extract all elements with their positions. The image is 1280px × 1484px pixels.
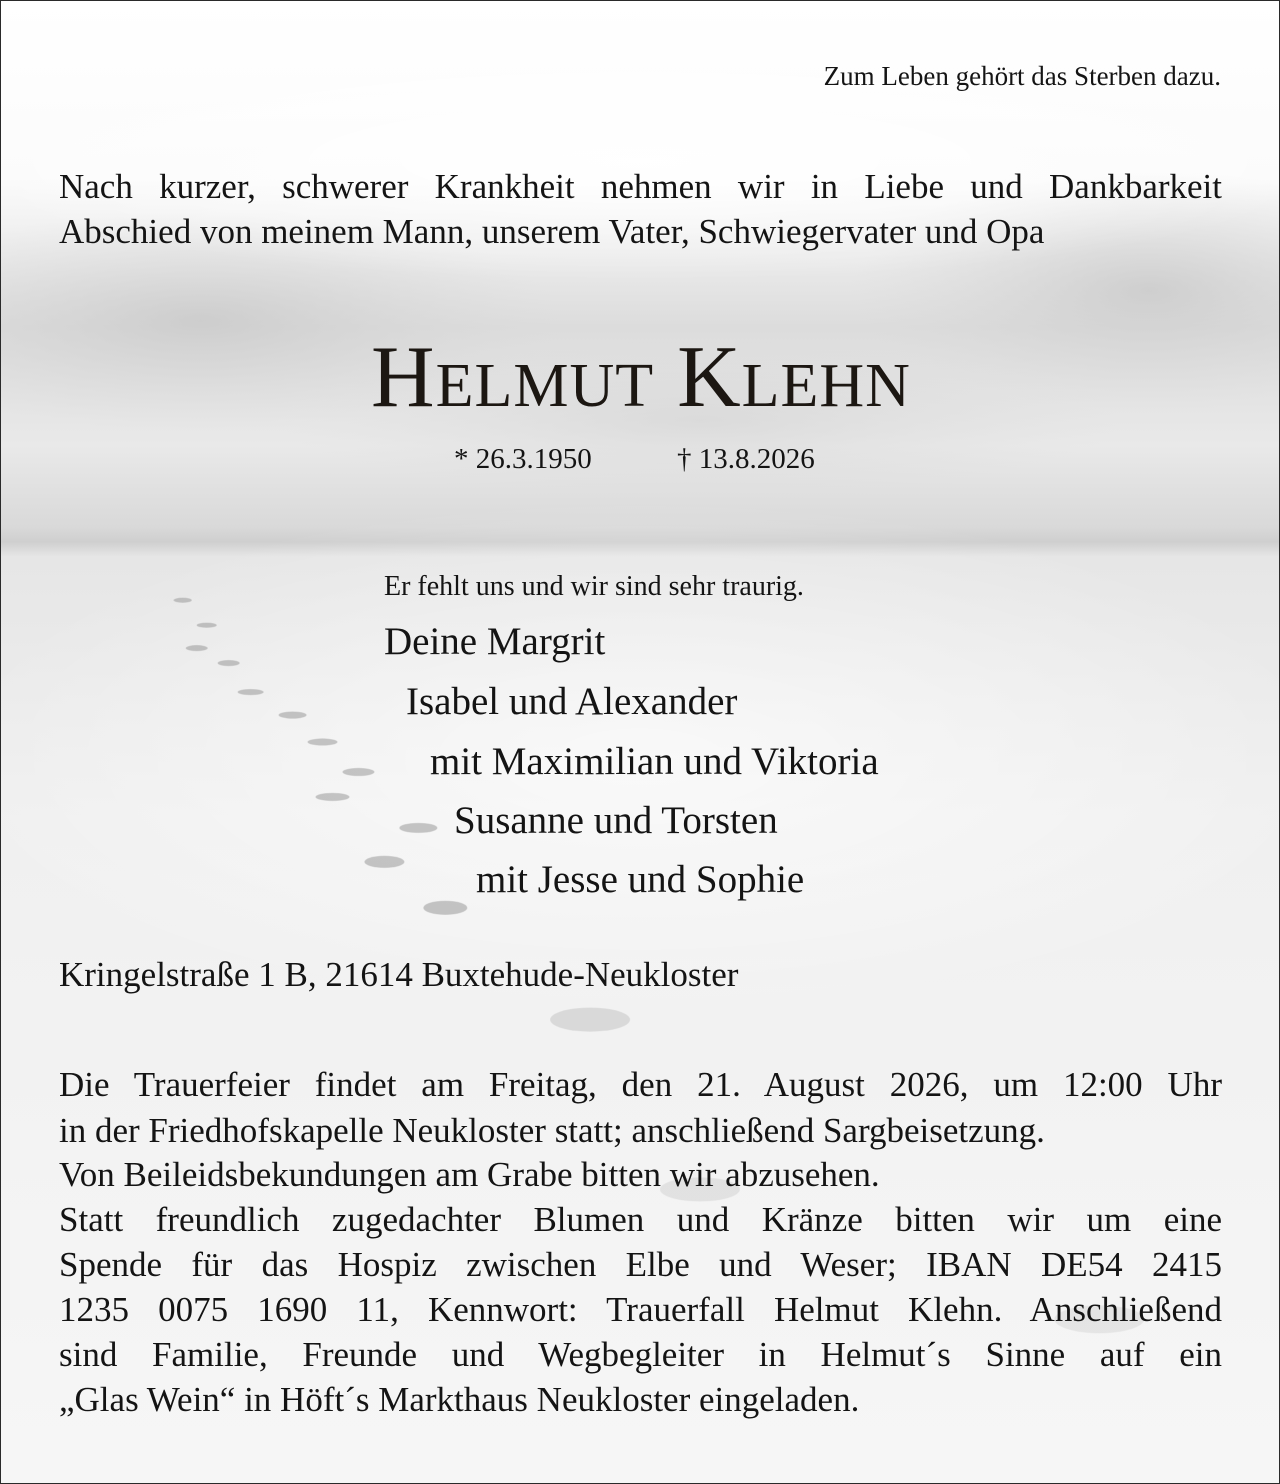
birth-date: * 26.3.1950: [454, 443, 592, 475]
ceremony-line: Statt freundlich zugedachter Blumen und Kränze bitten wir um eine: [59, 1200, 1222, 1239]
family-member: mit Jesse und Sophie: [476, 858, 805, 901]
motto-quote: Zum Leben gehört das Sterben dazu.: [823, 61, 1221, 91]
family-member: Deine Margrit: [384, 620, 606, 663]
ceremony-line: Spende für das Hospiz zwischen Elbe und Weser; IBAN DE54 2415: [59, 1245, 1222, 1284]
ceremony-line: sind Familie, Freunde und Wegbegleiter in Helmut´s Sinne auf ein: [59, 1335, 1222, 1374]
intro-line: Nach kurzer, schwerer Krankheit nehmen wir in Liebe und Dankbarkeit: [59, 167, 1222, 206]
ceremony-line: 1235 0075 1690 11, Kennwort: Trauerfall Helmut Klehn. Anschließend: [59, 1290, 1222, 1329]
family-address: Kringelstraße 1 B, 21614 Buxtehude-Neukloster: [59, 955, 739, 994]
ceremony-line: Die Trauerfeier findet am Freitag, den 21. August 2026, um 12:00 Uhr: [59, 1065, 1222, 1104]
death-date: † 13.8.2026: [677, 443, 815, 475]
family-member: Isabel und Alexander: [406, 680, 738, 723]
family-member: mit Maximilian und Viktoria: [430, 740, 879, 783]
deceased-name: Helmut Klehn: [371, 329, 911, 426]
mourning-line: Er fehlt uns und wir sind sehr traurig.: [384, 571, 804, 602]
ceremony-line: „Glas Wein“ in Höft´s Markthaus Neukloster eingeladen.: [59, 1380, 860, 1419]
intro-line: Abschied von meinem Mann, unserem Vater, Schwiegervater und Opa: [59, 212, 1045, 251]
family-member: Susanne und Torsten: [454, 799, 778, 842]
ceremony-line: in der Friedhofskapelle Neukloster statt; anschließend Sargbeisetzung.: [59, 1111, 1045, 1150]
ceremony-line: Von Beileidsbekundungen am Grabe bitten wir abzusehen.: [59, 1155, 880, 1194]
